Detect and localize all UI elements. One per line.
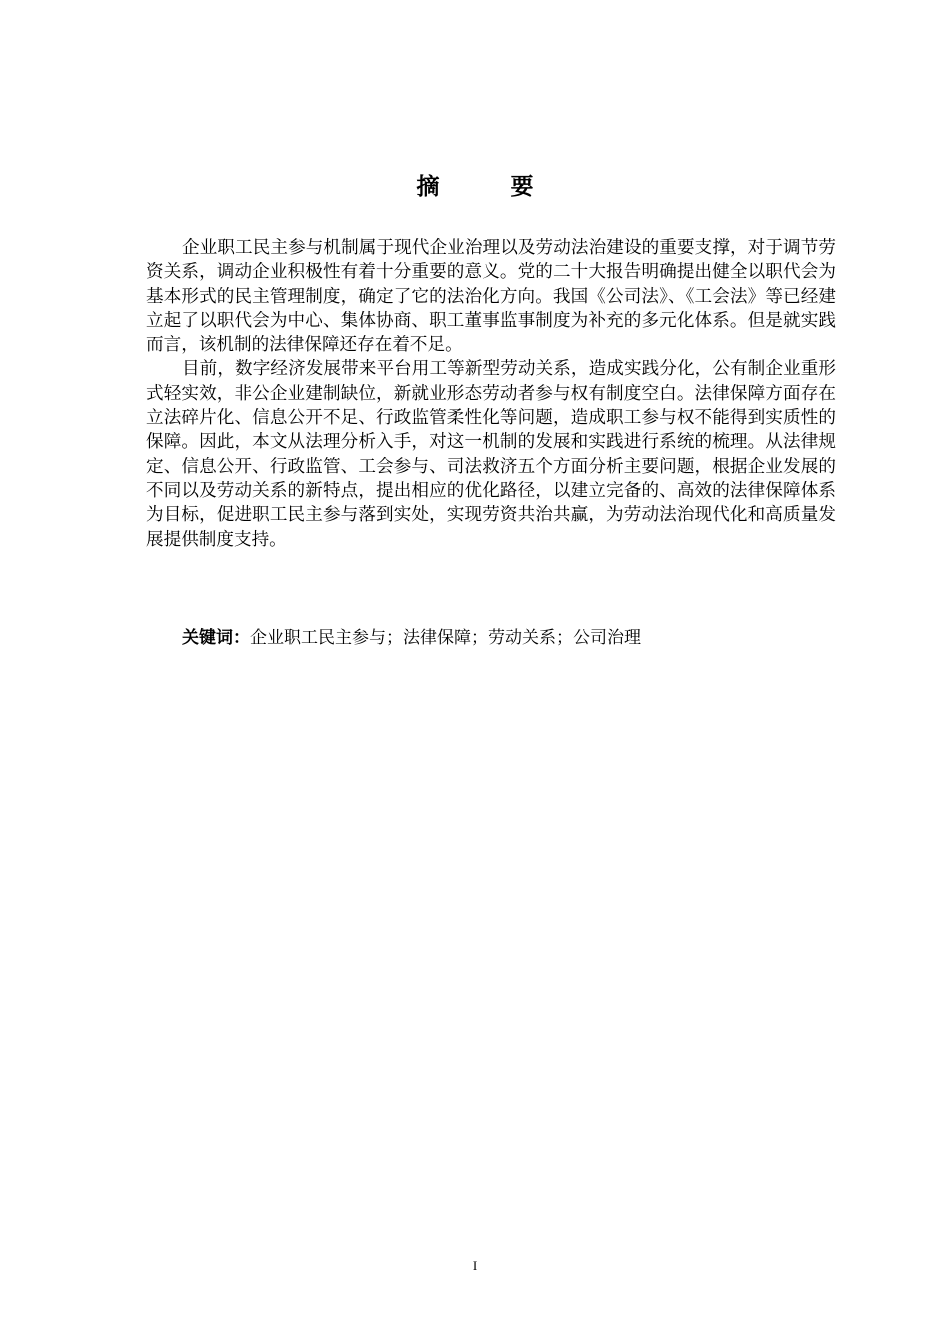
keywords-text: 企业职工民主参与；法律保障；劳动关系；公司治理 [250,628,641,648]
page-number: I [472,1258,478,1273]
abstract-paragraph-1: 企业职工民主参与机制属于现代企业治理以及劳动法治建设的重要支撑，对于调节劳资关系，调动企业积极性有着十分重要的意义。党的二十大报告明确提出健全以职代会为基本形式的民主管理制度，确定了它的法治化方向。我国《公司法》、《工会法》等已经建立起了以职代会为中心、集体协商、职工董事监事制度为补充的多元化体系。但是就实践而言，该机制的法律保障还存在着不足。 [146,238,836,356]
keywords-line [182,626,832,650]
abstract-body [146,236,836,552]
abstract-title: 摘 要 [416,174,558,200]
abstract-paragraph-2: 目前，数字经济发展带来平台用工等新型劳动关系，造成实践分化，公有制企业重形式轻实效，非公企业建制缺位，新就业形态劳动者参与权有制度空白。法律保障方面存在立法碎片化、信息公开不足、行政监管柔性化等问题，造成职工参与权不能得到实质性的保障。因此，本文从法理分析入手，对这一机制的发展和实践进行系统的梳理。从法律规定、信息公开、行政监管、工会参与、司法救济五个方面分析主要问题，根据企业发展的不同以及劳动关系的新特点，提出相应的优化路径，以建立完备的、高效的法律保障体系为目标，促进职工民主参与落到实处，实现劳资共治共赢，为劳动法治现代化和高质量发展提供制度支持。 [146,359,836,550]
keywords-label: 关键词： [182,628,250,648]
